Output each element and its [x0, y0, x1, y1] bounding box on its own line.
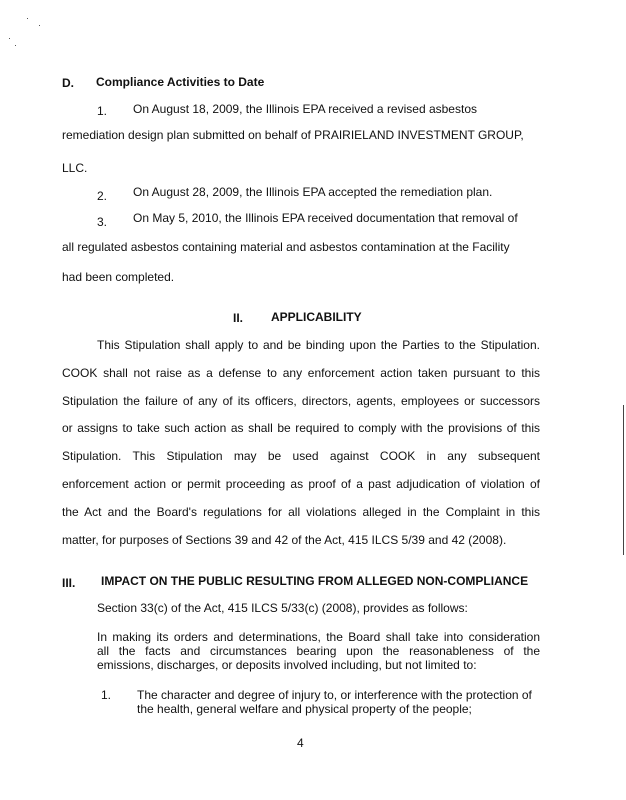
section-iii-number: III.	[62, 576, 76, 590]
applicability-line: enforcement action or permit proceeding as proof of a past adjudication of violation of	[62, 477, 540, 491]
page-number: 4	[297, 736, 304, 750]
item-3-line: all regulated asbestos containing material and asbestos contamination at the Facility	[62, 240, 510, 254]
item-1-line: remediation design plan submitted on behalf of PRAIRIELAND INVESTMENT GROUP,	[62, 128, 524, 142]
item-3-line: had been completed.	[62, 270, 175, 284]
section-33c-intro: Section 33(c) of the Act, 415 ILCS 5/33(c) (2008), provides as follows:	[97, 601, 468, 615]
scan-speck	[9, 38, 10, 39]
statute-quote-line: emissions, discharges, or deposits involved including, but not limited to:	[97, 658, 477, 672]
applicability-line: This Stipulation shall apply to and be binding upon the Parties to the Stipulation.	[97, 338, 540, 352]
section-ii-number: II.	[233, 311, 244, 325]
applicability-line: the Act and the Board's regulations for all violations alleged in the Complaint in this	[62, 505, 540, 519]
item-1-line: LLC.	[62, 161, 88, 175]
applicability-line: Stipulation. This Stipulation may be used against COOK in any subsequent	[62, 449, 540, 463]
item-1-line: On August 18, 2009, the Illinois EPA received a revised asbestos	[133, 102, 477, 116]
scan-speck	[27, 18, 28, 19]
scan-speck	[39, 25, 40, 26]
section-ii-title: APPLICABILITY	[271, 310, 362, 324]
scan-speck	[15, 45, 16, 46]
item-2-number: 2.	[97, 189, 108, 203]
section-iii-title: IMPACT ON THE PUBLIC RESULTING FROM ALLEGED NON-COMPLIANCE	[101, 574, 529, 588]
statute-quote-line: In making its orders and determinations, the Board shall take into consideration	[97, 630, 540, 644]
factor-1-line: the health, general welfare and physical property of the people;	[137, 702, 472, 716]
applicability-line: or assigns to take such action as shall be required to comply with the provisions of this	[62, 421, 540, 435]
section-d-letter: D.	[62, 76, 74, 90]
applicability-line: COOK shall not raise as a defense to any enforcement action taken pursuant to this	[62, 366, 540, 380]
item-3-number: 3.	[97, 215, 108, 229]
scan-edge-line	[623, 405, 624, 555]
item-1-number: 1.	[97, 104, 108, 118]
applicability-line: Stipulation the failure of any of its officers, directors, agents, employees or successors	[62, 394, 540, 408]
section-d-title: Compliance Activities to Date	[96, 75, 265, 89]
statute-quote-line: all the facts and circumstances bearing upon the reasonableness of the	[97, 644, 540, 658]
factor-1-line: The character and degree of injury to, or interference with the protection of	[137, 688, 532, 702]
factor-1-number: 1.	[101, 688, 112, 702]
item-3-line: On May 5, 2010, the Illinois EPA received documentation that removal of	[133, 211, 518, 225]
applicability-line: matter, for purposes of Sections 39 and 42 of the Act, 415 ILCS 5/39 and 42 (2008).	[62, 533, 507, 547]
item-2-line: On August 28, 2009, the Illinois EPA accepted the remediation plan.	[133, 185, 493, 199]
